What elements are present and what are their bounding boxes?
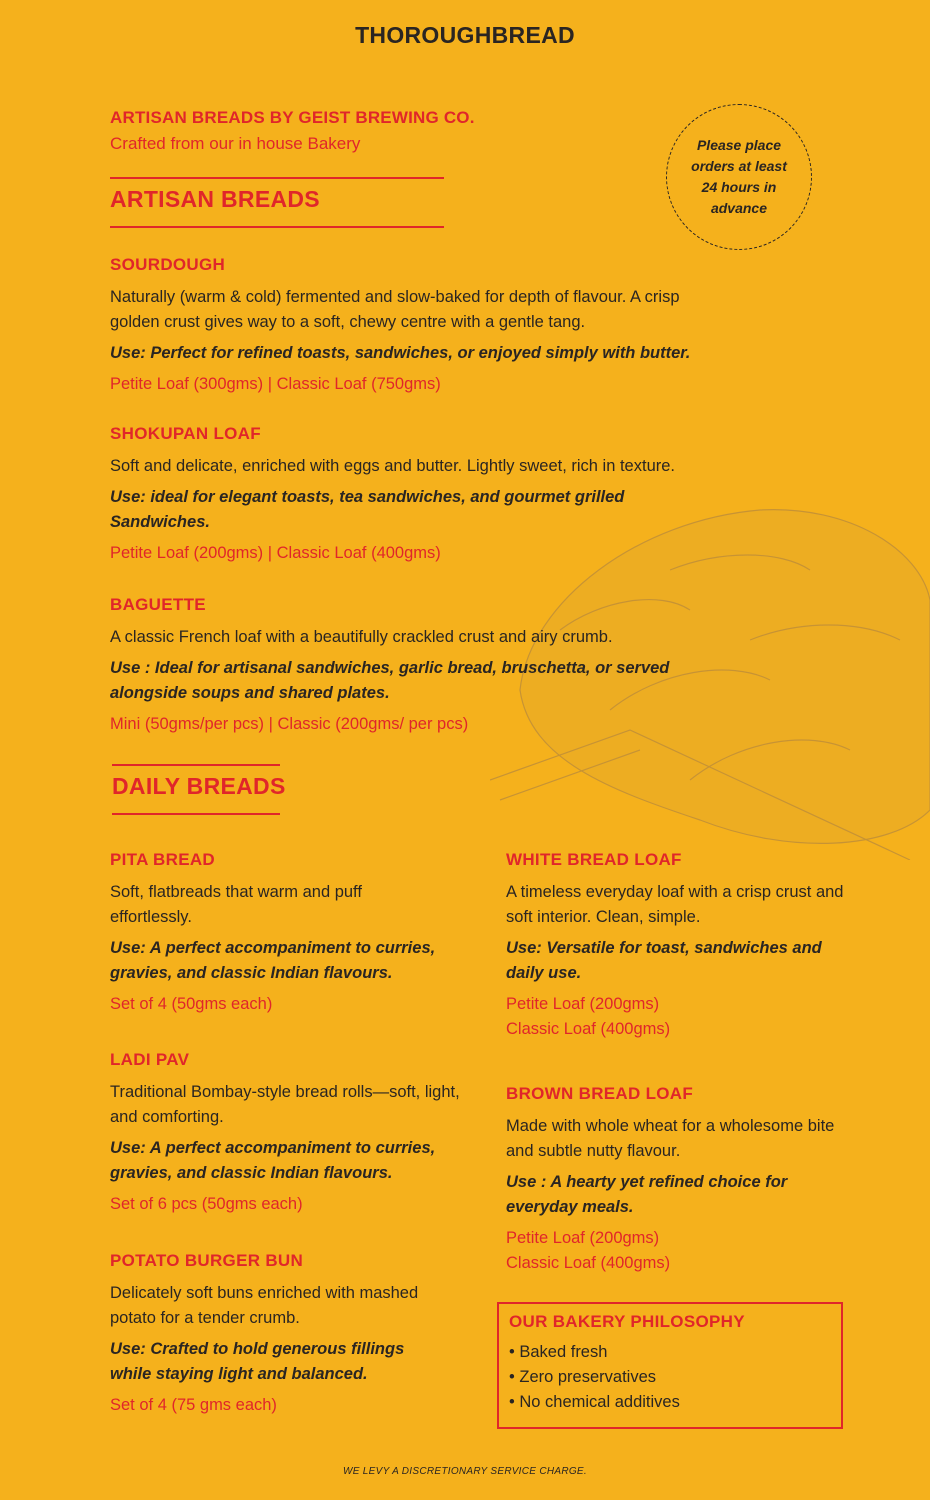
item-sizes: Set of 4 (50gms each) <box>110 995 273 1013</box>
item-description: Soft, flatbreads that warm and puff effortlessly. <box>110 883 362 926</box>
order-notice-badge: Please place orders at least 24 hours in advance <box>666 104 812 250</box>
item-use: Use : Ideal for artisanal sandwiches, garlic bread, bruschetta, or served alongside soups and shared plates. <box>110 659 670 702</box>
item-size-petite: Petite Loaf (200gms) <box>506 995 660 1013</box>
item-description: Naturally (warm & cold) fermented and slow-baked for depth of flavour. A crisp golden crust gives way to a soft, chewy centre with a gentle tang. <box>110 288 680 331</box>
divider <box>112 764 280 766</box>
item-description: Made with whole wheat for a wholesome bite and subtle nutty flavour. <box>506 1117 835 1160</box>
bakery-philosophy-box <box>497 1302 843 1429</box>
item-name: SOURDOUGH <box>110 255 226 274</box>
item-name: BROWN BREAD LOAF <box>506 1084 694 1103</box>
item-use: Use : A hearty yet refined choice for everyday meals. <box>506 1173 788 1216</box>
brand-title: THOROUGHBREAD <box>355 22 575 48</box>
intro-subtitle: Crafted from our in house Bakery <box>110 134 361 153</box>
item-description: Soft and delicate, enriched with eggs and butter. Lightly sweet, rich in texture. <box>110 457 675 475</box>
item-description: A timeless everyday loaf with a crisp crust and soft interior. Clean, simple. <box>506 883 844 926</box>
item-use: Use: ideal for elegant toasts, tea sandwiches, and gourmet grilled Sandwiches. <box>110 488 625 531</box>
item-sizes: Set of 6 pcs (50gms each) <box>110 1195 303 1213</box>
item-description: A classic French loaf with a beautifully crackled crust and airy crumb. <box>110 628 613 646</box>
item-use: Use: Versatile for toast, sandwiches and daily use. <box>506 939 822 982</box>
philosophy-title: OUR BAKERY PHILOSOPHY <box>509 1312 745 1331</box>
item-name: BAGUETTE <box>110 595 206 614</box>
menu-item-potato-bun <box>110 1251 465 1418</box>
item-use: Use: A perfect accompaniment to curries, gravies, and classic Indian flavours. <box>110 939 436 982</box>
section-title-daily: DAILY BREADS <box>112 773 286 799</box>
item-sizes: Petite Loaf (300gms) | Classic Loaf (750gms) <box>110 375 441 393</box>
item-size-classic: Classic Loaf (400gms) <box>506 1254 671 1272</box>
item-name: POTATO BURGER BUN <box>110 1251 304 1270</box>
divider <box>110 177 444 179</box>
menu-item-white-bread <box>506 850 851 1042</box>
item-sizes: Petite Loaf (200gms) | Classic Loaf (400gms) <box>110 544 441 562</box>
philosophy-item: • Zero preservatives <box>509 1368 656 1386</box>
item-description: Delicately soft buns enriched with mashed potato for a tender crumb. <box>110 1284 419 1327</box>
item-name: LADI PAV <box>110 1050 190 1069</box>
item-use: Use: A perfect accompaniment to curries, gravies, and classic Indian flavours. <box>110 1139 436 1182</box>
item-sizes: Mini (50gms/per pcs) | Classic (200gms/ per pcs) <box>110 715 469 733</box>
item-name: PITA BREAD <box>110 850 215 869</box>
item-size-petite: Petite Loaf (200gms) <box>506 1229 660 1247</box>
section-title-artisan: ARTISAN BREADS <box>110 186 320 212</box>
item-name: SHOKUPAN LOAF <box>110 424 261 443</box>
item-name: WHITE BREAD LOAF <box>506 850 682 869</box>
divider <box>112 813 280 815</box>
item-use: Use: Crafted to hold generous fillings while staying light and balanced. <box>110 1340 405 1383</box>
intro-title: ARTISAN BREADS BY GEIST BREWING CO. <box>110 108 475 127</box>
item-sizes: Set of 4 (75 gms each) <box>110 1396 277 1414</box>
menu-item-baguette <box>110 595 730 737</box>
item-size-classic: Classic Loaf (400gms) <box>506 1020 671 1038</box>
philosophy-item: • No chemical additives <box>509 1393 680 1411</box>
philosophy-item: • Baked fresh <box>509 1343 608 1361</box>
menu-item-pita <box>110 850 465 1017</box>
footer-note: WE LEVY A DISCRETIONARY SERVICE CHARGE. <box>343 1466 587 1477</box>
menu-item-sourdough <box>110 255 730 397</box>
menu-item-brown-bread <box>506 1084 851 1276</box>
item-use: Use: Perfect for refined toasts, sandwiches, or enjoyed simply with butter. <box>110 344 691 362</box>
divider <box>110 226 444 228</box>
menu-item-ladi-pav <box>110 1050 465 1217</box>
item-description: Traditional Bombay-style bread rolls—soft, light, and comforting. <box>110 1083 460 1126</box>
menu-item-shokupan <box>110 424 730 566</box>
